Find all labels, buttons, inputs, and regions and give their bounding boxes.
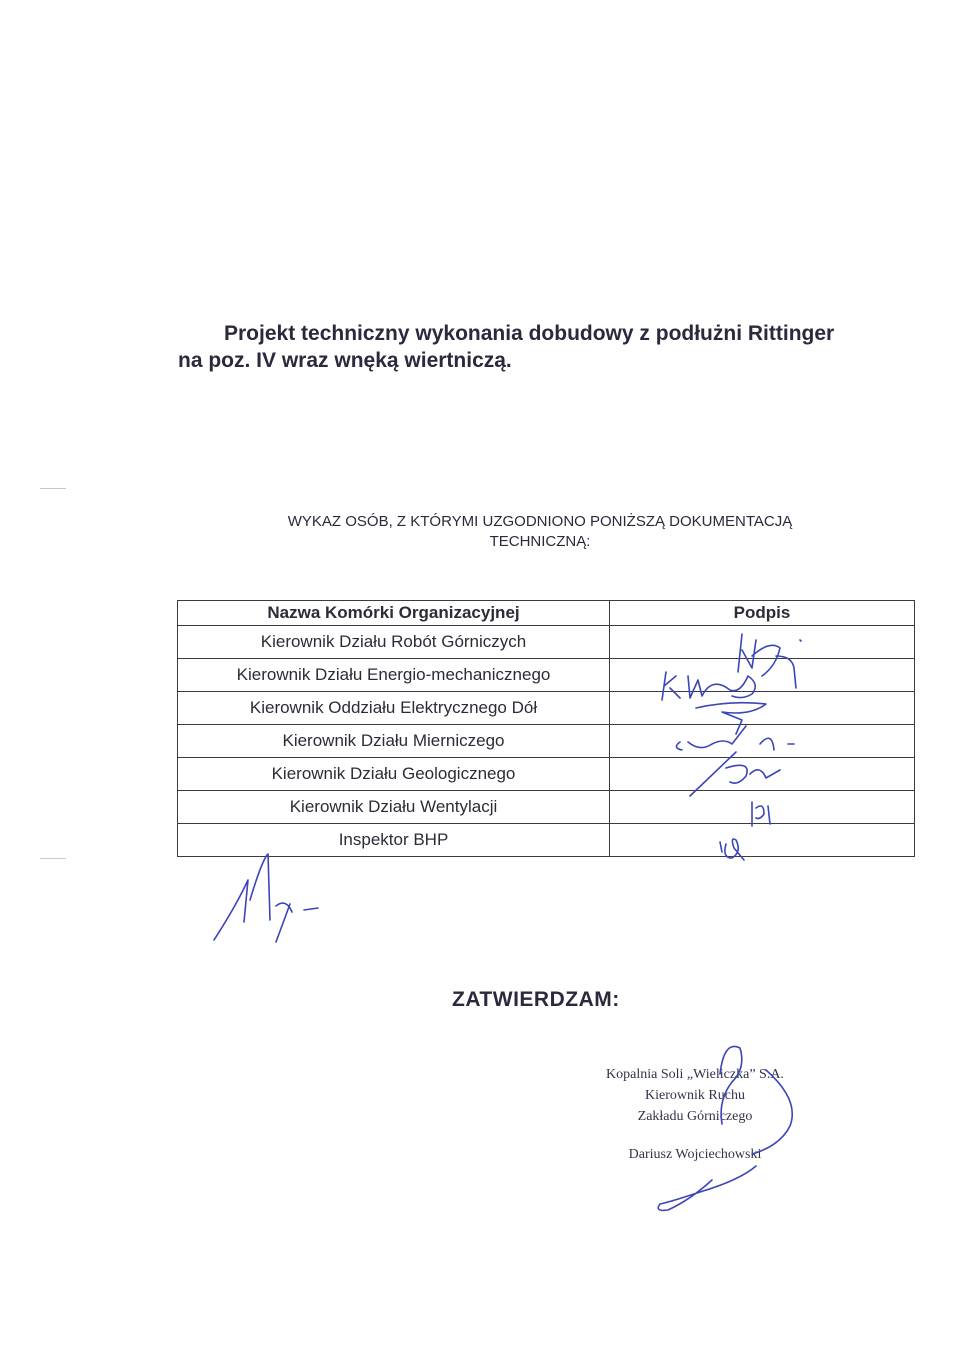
approval-list-heading: [200, 512, 880, 552]
scan-edge-mark-top: [40, 488, 66, 489]
signature-cell: [610, 692, 915, 725]
signature-cell: [610, 626, 915, 659]
signature-cell: [610, 758, 915, 791]
scan-edge-mark-bottom: [40, 858, 66, 859]
unit-name-cell: Kierownik Działu Wentylacji: [178, 791, 610, 824]
official-stamp: [580, 1064, 810, 1165]
table-header-row: [178, 601, 915, 626]
title-line-1: Projekt techniczny wykonania dobudowy z podłużni Rittinger: [224, 322, 835, 345]
margin-signature: [214, 854, 318, 942]
table-row: [178, 824, 915, 857]
column-header-unit: Nazwa Komórki Organizacyjnej: [178, 601, 610, 626]
unit-name-cell: Kierownik Działu Robót Górniczych: [178, 626, 610, 659]
signature-cell: [610, 725, 915, 758]
table-row: [178, 791, 915, 824]
signature-cell: [610, 659, 915, 692]
table-row: [178, 725, 915, 758]
unit-name-cell: Kierownik Działu Geologicznego: [178, 758, 610, 791]
signature-cell: [610, 824, 915, 857]
approval-label: ZATWIERDZAM:: [452, 988, 620, 1011]
unit-name-cell: Kierownik Oddziału Elektrycznego Dół: [178, 692, 610, 725]
stamp-unit: Zakładu Górniczego: [637, 1109, 753, 1124]
unit-name-cell: Inspektor BHP: [178, 824, 610, 857]
table-row: [178, 758, 915, 791]
table-row: [178, 659, 915, 692]
unit-name-cell: Kierownik Działu Mierniczego: [178, 725, 610, 758]
unit-name-cell: Kierownik Działu Energio-mechanicznego: [178, 659, 610, 692]
document-title: [178, 320, 918, 374]
table-row: [178, 692, 915, 725]
heading-line-2: TECHNICZNĄ:: [489, 533, 591, 550]
stamp-name: Dariusz Wojciechowski: [628, 1147, 762, 1162]
title-line-2: na poz. IV wraz wnęką wiertniczą.: [178, 349, 512, 372]
stamp-position: Kierownik Ruchu: [645, 1088, 745, 1103]
table-row: [178, 626, 915, 659]
heading-line-1: WYKAZ OSÓB, Z KTÓRYMI UZGODNIONO PONIŻSZĄ DOKUMENTACJĄ: [287, 513, 793, 530]
column-header-signature: Podpis: [610, 601, 915, 626]
stamp-company: Kopalnia Soli „Wieliczka” S.A.: [606, 1067, 784, 1082]
approval-table: [177, 600, 915, 857]
signature-cell: [610, 791, 915, 824]
